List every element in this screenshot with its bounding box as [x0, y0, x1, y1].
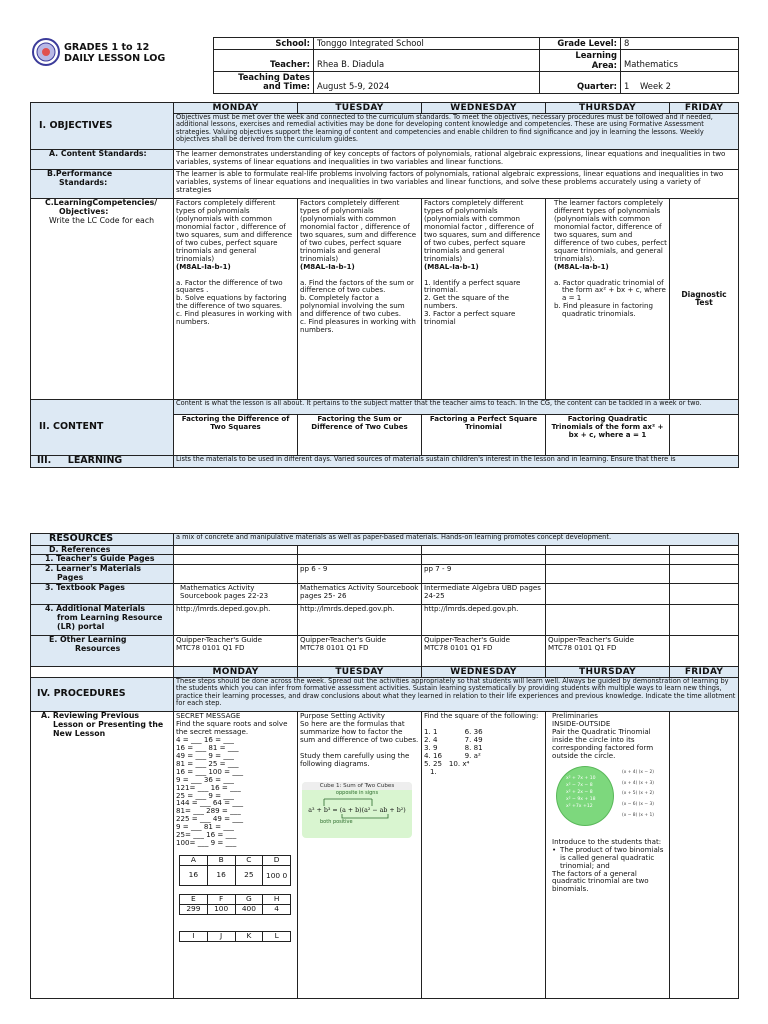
purpose-text-2: Study them carefully using the following diagrams. — [300, 750, 410, 768]
wednesday-intro: Find the square of the following: — [424, 711, 539, 721]
grade-label: Grade Level: — [540, 38, 621, 50]
school-label: School: — [214, 38, 314, 50]
key-letter: A — [180, 856, 208, 866]
teacher-label: Teacher: — [214, 50, 314, 71]
objectives-note: Objectives must be met over the week and connected to the curriculum standards. To meet the objectives, necessary procedures must be followed and if needed, additional lessons, exercises and remedial activities may be done for developing content knowledge and competencies. These are using Formative Assessment strategies. Valuing objectives support the learning of content and competencies and enable children to find significance and joy in learning the lessons. Weekly objectives shall be derived from the curriculum guides. — [174, 114, 739, 150]
inside-outside-text: Pair the Quadratic Trinomial inside the circle into its corresponding factored form outside the circle. — [552, 727, 654, 760]
review-monday — [174, 712, 298, 999]
square-item: 1. 1 6. 36 — [424, 727, 483, 737]
key-value: 299 — [180, 905, 208, 915]
ol-thursday-1: Quipper-Teacher's Guide — [548, 635, 635, 645]
review-wednesday — [422, 712, 546, 999]
secret-line: 81= ___ 289 = ___ — [176, 806, 241, 816]
additional-materials-label-1: 4. Additional Materials — [45, 604, 146, 614]
procedures-title: IV. PROCEDURES — [31, 678, 174, 712]
secret-message-intro: Find the square roots and solve the secret message. — [176, 719, 288, 737]
square-item: 4. 16 9. a² — [424, 750, 481, 760]
area-label-1: Learning — [575, 50, 617, 61]
key-letter: H — [263, 895, 291, 905]
secret-line: 225 = ___ 49 = ___ — [176, 814, 244, 824]
review-label-1: A. Reviewing Previous — [41, 711, 140, 721]
lc-thursday — [546, 199, 670, 400]
content-tuesday: Factoring the Sum or Difference of Two Cubes — [298, 415, 422, 456]
lc-wednesday-item: 2. Get the square of the numbers. — [424, 293, 509, 311]
lc-wednesday-item: 1. Identify a perfect square trinomial. — [424, 277, 521, 295]
square-item: 5. 25 10. x⁴ — [424, 758, 470, 768]
square-item: 2. 4 7. 49 — [424, 735, 483, 745]
cube-formula: a³ + b³ = (a + b)(a² − ab + b²) — [308, 806, 406, 814]
quarter-label: Quarter: — [540, 71, 621, 93]
procedures-note: These steps should be done across the week. Spread out the activities appropriately so that students will learn well. Always be guided by demonstration of learning by the students which you can infer from formative assessment activities. Sustain learning systematically by providing students with multiple ways to learn new things, practice their learning processes, and draw conclusions about what they learned in relation to their life experiences and previous knowledge. Indicate the time allotment for each step. — [174, 678, 739, 712]
proc-day-monday: MONDAY — [174, 667, 298, 678]
key-value: 16 — [180, 866, 208, 886]
lc-thursday-intro: The learner factors completely different types of polynomials (polynomials with common monomial factor, difference of two squares, sum and difference of two cubes, perfect square trinomials, and general trinomials). — [554, 198, 667, 263]
review-label-2: Lesson or Presenting the — [53, 719, 164, 729]
ol-monday-1: Quipper-Teacher's Guide — [176, 635, 263, 645]
performance-standards-label-1: B.Performance — [47, 169, 113, 179]
area-label-2: Area: — [591, 59, 617, 70]
area-value: Mathematics — [621, 50, 739, 71]
inside-trinomial: x² + 2x − 8 — [566, 789, 593, 795]
teacher-value: Rhea B. Diadula — [314, 50, 540, 71]
day-wednesday: WEDNESDAY — [422, 103, 546, 114]
secret-line: 100= ___ 9 = ___ — [176, 838, 237, 848]
thursday-final: The factors of a general quadratic trinomial are two binomials. — [552, 868, 649, 894]
key-value: 100 — [207, 905, 235, 915]
dates-value: August 5-9, 2024 — [314, 71, 540, 93]
lc-wednesday-code: (M8AL-Ia-b-1) — [424, 261, 479, 271]
performance-standards-text: The learner is able to formulate real-life problems involving factors of polynomials, rational algebraic expressions, linear equations and inequalities in two variables, systems of linear equations and inequalities in two variables and linear functions, and solve these problems accurately using a variety of strategies — [174, 170, 739, 199]
secret-key-table-2 — [179, 894, 291, 915]
content-wednesday: Factoring a Perfect Square Trinomial — [422, 415, 546, 456]
lc-wednesday-intro: Factors completely different types of polynomials (polynomials with common monomial factor , difference of two squares, sum and difference of two cubes, perfect square trinomials and general trinomials) — [424, 198, 541, 263]
content-thursday: Factoring Quadratic Trinomials of the form ax² + bx + c, where a = 1 — [546, 415, 670, 456]
cube-diagram-title: Cube 1: Sum of Two Cubes — [302, 782, 412, 790]
form-title: GRADES 1 to 12 — [64, 42, 150, 53]
key-letter: E — [180, 895, 208, 905]
learners-materials-label-1: 2. Learner's Materials — [45, 564, 142, 574]
learners-materials-label-2: Pages — [57, 572, 84, 582]
content-standards-label: A. Content Standards: — [31, 150, 174, 170]
proc-day-tuesday: TUESDAY — [298, 667, 422, 678]
secret-line: 49 = ___ 9 = ___ — [176, 750, 234, 760]
key-letter: J — [207, 932, 235, 942]
content-note: Content is what the lesson is all about. It pertains to the subject matter that the teacher aims to teach. In the CG, the content can be tackled in a week or two. — [174, 400, 739, 415]
lc-thursday-code: (M8AL-Ia-b-1) — [554, 261, 609, 271]
lc-monday-item: c. Find pleasures in working with numbers. — [176, 309, 292, 327]
inside-trinomial: x² − 9x + 18 — [566, 797, 596, 803]
header-table — [213, 37, 739, 94]
secret-line: 81 = ___ 25 = ___ — [176, 758, 239, 768]
secret-key-table — [179, 855, 291, 886]
lc-monday — [174, 199, 298, 400]
additional-materials-label-3: (LR) portal — [57, 621, 105, 631]
preliminaries-title: Preliminaries — [552, 711, 598, 721]
key-letter: L — [263, 932, 291, 942]
lc-monday-item: a. Factor the difference of two squares . — [176, 277, 283, 295]
objectives-table — [30, 102, 739, 468]
lc-label-1: C.LearningCompetencies/ — [45, 198, 158, 208]
review-tuesday — [298, 712, 422, 999]
secret-line: 4 = ___ 16 = ___ — [176, 734, 234, 744]
form-subtitle: DAILY LESSON LOG — [64, 53, 166, 65]
am-tuesday-link[interactable]: http://lmrds.deped.gov.ph. — [298, 605, 422, 636]
cube-diagram-top-note: opposite in signs — [335, 790, 379, 797]
quarter-value: 1 — [624, 81, 630, 92]
cube-diagram-bottom-note: both positive — [320, 818, 353, 825]
learning-note: Lists the materials to be used in different days. Varied sources of materials sustain children's interest in the lesson and in learning. Ensure that there is — [174, 456, 739, 468]
day-thursday: THURSDAY — [546, 103, 670, 114]
outside-factor: (x − 6) (x − 3) — [622, 802, 654, 808]
content-title: II. CONTENT — [31, 400, 174, 456]
key-letter: G — [235, 895, 263, 905]
outside-factor: (x + 4) (x + 3) — [622, 780, 654, 786]
secret-line: 9 = ___ 81 = ___ — [176, 822, 234, 832]
day-tuesday: TUESDAY — [298, 103, 422, 114]
thursday-bullet: The product of two binomials is called general quadratic trinomial; and — [560, 844, 664, 870]
secret-line: 144 = ___ 64 = ___ — [176, 798, 244, 808]
lc-tuesday — [298, 199, 422, 400]
textbook-label: 3. Textbook Pages — [31, 584, 174, 605]
day-monday: MONDAY — [174, 103, 298, 114]
references-label: D. References — [31, 545, 174, 555]
key-value: 100 0 — [263, 866, 291, 886]
inside-trinomial: x² − 7x − 8 — [566, 782, 593, 788]
lc-tuesday-item: c. Find pleasures in working with numbers. — [300, 317, 416, 335]
lc-wednesday-item: 3. Factor a perfect square trinomial — [424, 309, 516, 327]
week-value: Week 2 — [640, 81, 671, 92]
secret-line: 9 = ___ 36 = ___ — [176, 774, 234, 784]
outside-factor: (x − 8) (x + 1) — [622, 812, 654, 818]
lc-thursday-item: a. Factor quadratic trinomial of the form ax² + bx + c, where a = 1 — [554, 277, 666, 303]
lc-friday: Diagnostic Test — [670, 199, 739, 400]
learning-title-b: LEARNING — [67, 455, 123, 467]
objectives-title: I. OBJECTIVES — [31, 103, 174, 150]
resources-table — [30, 533, 739, 999]
inside-trinomial: x² +7x +12 — [566, 804, 593, 810]
lc-monday-item: b. Solve equations by factoring the difference of two squares. — [176, 293, 287, 311]
lc-monday-intro: Factors completely different types of polynomials (polynomials with common monomial factor , difference of two squares, sum and difference of two cubes, perfect square trinomials and general trinomials) — [176, 198, 293, 263]
secret-message-title: SECRET MESSAGE — [176, 711, 241, 721]
cube-diagram-arrows — [302, 797, 412, 807]
proc-day-thursday: THURSDAY — [546, 667, 670, 678]
secret-line: 121= ___ 16 = ___ — [176, 782, 241, 792]
deped-seal — [32, 38, 60, 66]
tb-tuesday: Mathematics Activity Sourcebook pages 25- 26 — [298, 584, 422, 605]
additional-materials-label-2: from Learning Resource — [57, 612, 163, 622]
school-value: Tonggo Integrated School — [314, 38, 540, 50]
review-thursday: Preliminaries INSIDE-OUTSIDE Pair the Quadratic Trinomial inside the circle into its corresponding factored form outside the circle. x² + 7x + 10 x² − 7x − 8 x² + 2x − 8 x² − 9x + 18 x² +7x +12 (x + 4) (x − 2) (x + 4) (x + 3) (x + 5) (x + 2) (x − 6) (x − 3) (x − 8) (x + 1) Introduce to the students that: • The product of two binomials is called general quadratic trinomial; and The factors of a general quadratic trinomial are two binomials. — [546, 712, 670, 999]
ol-wednesday-1: Quipper-Teacher's Guide — [424, 635, 511, 645]
secret-key-table-3 — [179, 931, 291, 942]
purpose-title: Purpose Setting Activity — [300, 711, 385, 721]
am-wednesday-link[interactable]: http://lmrds.deped.gov.ph. — [422, 605, 546, 636]
am-monday-link[interactable]: http://lmrds.deped.gov.ph. — [174, 605, 298, 636]
learning-title-a: III. — [37, 455, 52, 467]
teachers-guide-label: 1. Teacher's Guide Pages — [31, 555, 174, 565]
key-value: 400 — [235, 905, 263, 915]
square-item: 3. 9 8. 81 — [424, 742, 483, 752]
lc-thursday-item: b. Find pleasure in factoring quadratic trinomials. — [554, 301, 654, 319]
lc-tuesday-intro: Factors completely different types of polynomials (polynomials with common monomial factor , difference of two squares, sum and difference of two cubes, perfect square trinomials and general trinomials) — [300, 198, 417, 263]
grade-value: 8 — [621, 38, 739, 50]
outside-factor: (x + 4) (x − 2) — [622, 769, 654, 775]
key-value: 16 — [207, 866, 235, 886]
day-friday: FRIDAY — [670, 103, 739, 114]
key-letter: F — [207, 895, 235, 905]
dates-label-2: and Time: — [263, 81, 310, 92]
resources-note: a mix of concrete and manipulative materials as well as paper-based materials. Hands-on learning promotes concept development. — [174, 534, 739, 546]
content-monday: Factoring the Difference of Two Squares — [174, 415, 298, 456]
performance-standards-label-2: Standards: — [59, 177, 108, 187]
lc-label-2: Objectives: — [59, 206, 109, 216]
purpose-text: So here are the formulas that summarize how to factor the sum and difference of two cubes. — [300, 719, 419, 744]
lm-wednesday: pp 7 - 9 — [422, 565, 546, 584]
resources-title: RESOURCES — [31, 534, 174, 546]
secret-line: 16 = ___ 81 = ___ — [176, 742, 239, 752]
ol-tuesday-1: Quipper-Teacher's Guide — [300, 635, 387, 645]
ol-tuesday-2: MTC78 0101 Q1 FD — [300, 643, 369, 652]
other-resources-label-1: E. Other Learning — [49, 635, 127, 645]
outside-factor: (x + 5) (x + 2) — [622, 791, 654, 797]
ol-thursday-2: MTC78 0101 Q1 FD — [548, 643, 617, 652]
key-letter: D — [263, 856, 291, 866]
lc-tuesday-item: b. Completely factor a polynomial involving the sum and difference of two cubes. — [300, 293, 405, 319]
key-value: 4 — [263, 905, 291, 915]
secret-line: 25 = ___ 9 = ___ — [176, 790, 234, 800]
inside-trinomial: x² + 7x + 10 — [566, 775, 596, 781]
ol-monday-2: MTC78 0101 Q1 FD — [176, 643, 245, 652]
secret-line: 25= ___ 16 = ___ — [176, 830, 237, 840]
review-label-3: New Lesson — [53, 728, 106, 738]
ol-wednesday-2: MTC78 0101 Q1 FD — [424, 643, 493, 652]
lc-tuesday-code: (M8AL-Ia-b-1) — [300, 261, 355, 271]
secret-line: 16 = ___ 100 = ___ — [176, 766, 244, 776]
key-value: 25 — [235, 866, 263, 886]
key-letter: K — [235, 932, 263, 942]
inside-outside-title: INSIDE-OUTSIDE — [552, 719, 611, 729]
lc-monday-code: (M8AL-Ia-b-1) — [176, 261, 231, 271]
key-letter: B — [207, 856, 235, 866]
content-standards-text: The learner demonstrates understanding of key concepts of factors of polynomials, rational algebraic expressions, linear equations and inequalities in two variables, systems of linear equations and inequalities in two variables and linear functions. — [174, 150, 739, 170]
key-letter: C — [235, 856, 263, 866]
lc-label-3: Write the LC Code for each — [49, 215, 155, 225]
other-resources-label-2: Resources — [75, 643, 121, 653]
sum-of-cubes-diagram — [302, 782, 412, 838]
dates-label-1: Teaching Dates — [238, 72, 310, 83]
lc-tuesday-item: a. Find the factors of the sum or difference of two cubes. — [300, 277, 414, 295]
key-letter: I — [180, 932, 208, 942]
proc-day-wednesday: WEDNESDAY — [422, 667, 546, 678]
square-extra: 1. — [430, 766, 437, 776]
lc-wednesday — [422, 199, 546, 400]
tb-wednesday: Intermediate Algebra UBD pages 24-25 — [422, 584, 546, 605]
thursday-intro-2: Introduce to the students that: — [552, 836, 662, 846]
lm-tuesday: pp 6 - 9 — [298, 565, 422, 584]
inside-outside-diagram — [552, 766, 664, 828]
proc-day-friday: FRIDAY — [670, 667, 739, 678]
tb-monday: Mathematics Activity Sourcebook pages 22-23 — [174, 584, 298, 605]
